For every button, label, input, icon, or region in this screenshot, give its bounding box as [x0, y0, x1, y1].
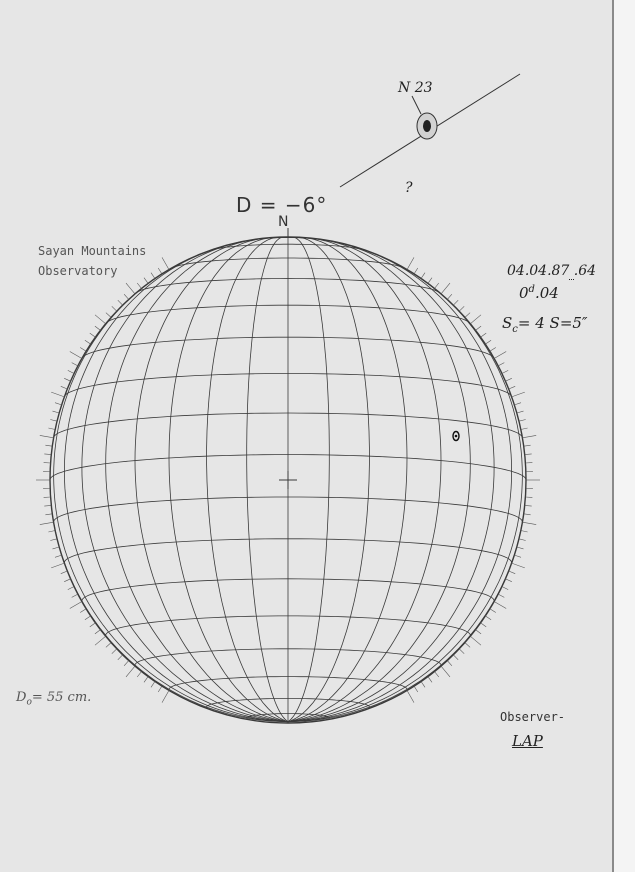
disk-diameter [16, 690, 91, 708]
limb-tick [441, 666, 450, 677]
sunspot-umbra [455, 435, 458, 438]
limb-tick [48, 428, 55, 430]
limb-tick [61, 571, 68, 574]
limb-tick [55, 403, 62, 405]
limb-tick [514, 555, 521, 557]
limb-tick [494, 352, 506, 359]
limb-tick [72, 594, 78, 597]
sunspot-query-mark: ? [405, 180, 413, 196]
limb-tick [158, 686, 162, 692]
diameter-label: D [16, 690, 27, 705]
observation-fraction [519, 284, 559, 302]
limb-tick [414, 686, 418, 692]
limb-tick [95, 326, 101, 330]
limb-tick [124, 294, 129, 299]
limb-tick [465, 643, 470, 648]
limb-tick [465, 313, 470, 318]
limb-tick [517, 411, 524, 413]
limb-tick [459, 649, 464, 654]
limb-tick [512, 563, 525, 568]
limb-tick [44, 454, 51, 455]
limb-tick [53, 547, 60, 549]
limb-tick [40, 522, 54, 524]
limb-tick [106, 313, 111, 318]
limb-tick [485, 340, 491, 344]
limb-tick [481, 333, 487, 337]
limb-tick [447, 294, 452, 299]
limb-tick [407, 690, 414, 702]
limb-tick [414, 268, 418, 274]
limb-tick [509, 386, 516, 389]
limb-tick [137, 672, 141, 678]
limb-tick [95, 636, 106, 645]
limb-tick [126, 283, 135, 294]
observatory-name-line1: Sayan Mountains [38, 244, 147, 258]
meridian-line [288, 480, 526, 722]
limb-tick [95, 630, 101, 634]
limb-tick [453, 300, 458, 305]
limb-tick [44, 505, 51, 506]
limb-tick [45, 514, 52, 515]
limb-tick [151, 682, 155, 688]
limb-tick [470, 636, 481, 645]
limb-tick [137, 283, 141, 289]
limb-tick [48, 531, 55, 533]
limb-tick [498, 363, 504, 366]
limb-tick [64, 378, 70, 381]
counts-sub: c [512, 324, 518, 335]
limb-tick [517, 547, 524, 549]
limb-tick [525, 454, 532, 455]
counts-label: S [502, 314, 513, 332]
limb-tick [55, 555, 62, 557]
limb-tick [435, 283, 439, 289]
limb-tick [106, 643, 111, 648]
time-suffix: 64 [578, 263, 597, 279]
observatory-name-line2: Observatory [38, 264, 118, 278]
limb-tick [459, 306, 464, 311]
limb-tick [519, 420, 526, 422]
limb-tick [80, 609, 86, 613]
limb-tick [509, 571, 516, 574]
spot-counts [502, 314, 588, 335]
limb-tick [70, 352, 82, 359]
limb-tick [68, 370, 74, 373]
fraction-sup: d [528, 284, 535, 295]
limb-tick [447, 661, 452, 666]
limb-tick [64, 579, 70, 582]
limb-tick [144, 677, 148, 683]
limb-tick [521, 531, 528, 533]
limb-tick [90, 333, 96, 337]
diameter-sub: o [26, 697, 32, 708]
limb-tick [421, 273, 425, 279]
limb-tick [85, 340, 91, 344]
limb-tick [80, 348, 86, 352]
group-label-leader [412, 96, 421, 114]
limb-tick [514, 403, 521, 405]
fraction-int: 0 [519, 284, 529, 302]
limb-tick [498, 594, 504, 597]
limb-tick [470, 315, 481, 324]
limb-tick [144, 278, 148, 284]
limb-tick [494, 602, 506, 609]
limb-tick [485, 616, 491, 620]
limb-tick [50, 420, 57, 422]
declination-label: D = −6° [236, 193, 328, 217]
fraction-rest: .04 [534, 284, 559, 302]
limb-tick [112, 649, 117, 654]
observer-label: Observer- [500, 710, 566, 724]
limb-tick [162, 257, 169, 269]
limb-tick [51, 563, 64, 568]
limb-tick [407, 257, 414, 269]
limb-tick [72, 363, 78, 366]
limb-tick [441, 283, 450, 294]
limb-tick [490, 609, 496, 613]
limb-tick [95, 315, 106, 324]
limb-tick [151, 273, 155, 279]
limb-tick [524, 445, 531, 446]
limb-tick [522, 435, 536, 437]
limb-tick [428, 278, 432, 284]
limb-tick [421, 682, 425, 688]
limb-tick [118, 300, 123, 305]
limb-tick [522, 522, 536, 524]
diameter-value: = 55 cm. [31, 690, 92, 705]
limb-tick [435, 672, 439, 678]
limb-tick [112, 306, 117, 311]
north-marker: N [278, 214, 289, 230]
limb-tick [453, 655, 458, 660]
limb-tick [50, 539, 57, 541]
sunspot-group-label: N 23 [398, 80, 433, 96]
limb-tick [70, 602, 82, 609]
limb-tick [85, 616, 91, 620]
limb-tick [481, 623, 487, 627]
limb-tick [502, 370, 508, 373]
limb-tick [126, 666, 135, 677]
meridian-line [288, 241, 494, 722]
limb-tick [68, 587, 74, 590]
limb-tick [162, 690, 169, 702]
limb-tick [476, 630, 482, 634]
limb-tick [428, 677, 432, 683]
sunspot-group-core [423, 120, 431, 132]
observer-name: LAP [512, 732, 543, 750]
date-value: 04.04.87 [507, 263, 570, 279]
limb-tick [158, 268, 162, 274]
limb-tick [512, 392, 525, 397]
observation-date: 04.04.87 .64 [507, 263, 597, 279]
limb-tick [118, 655, 123, 660]
meridian-line [82, 241, 288, 722]
limb-tick [519, 539, 526, 541]
limb-tick [521, 428, 528, 430]
limb-tick [476, 326, 482, 330]
limb-tick [490, 348, 496, 352]
limb-tick [45, 445, 52, 446]
limb-tick [40, 435, 54, 437]
limb-tick [505, 579, 511, 582]
limb-tick [51, 392, 64, 397]
counts-values: = 4 S=5″ [517, 314, 588, 332]
limb-tick [53, 411, 60, 413]
meridian-line [50, 480, 288, 722]
limb-tick [124, 661, 129, 666]
limb-tick [502, 587, 508, 590]
limb-tick [524, 514, 531, 515]
limb-tick [90, 623, 96, 627]
limb-tick [505, 378, 511, 381]
limb-tick [525, 505, 532, 506]
limb-tick [61, 386, 68, 389]
